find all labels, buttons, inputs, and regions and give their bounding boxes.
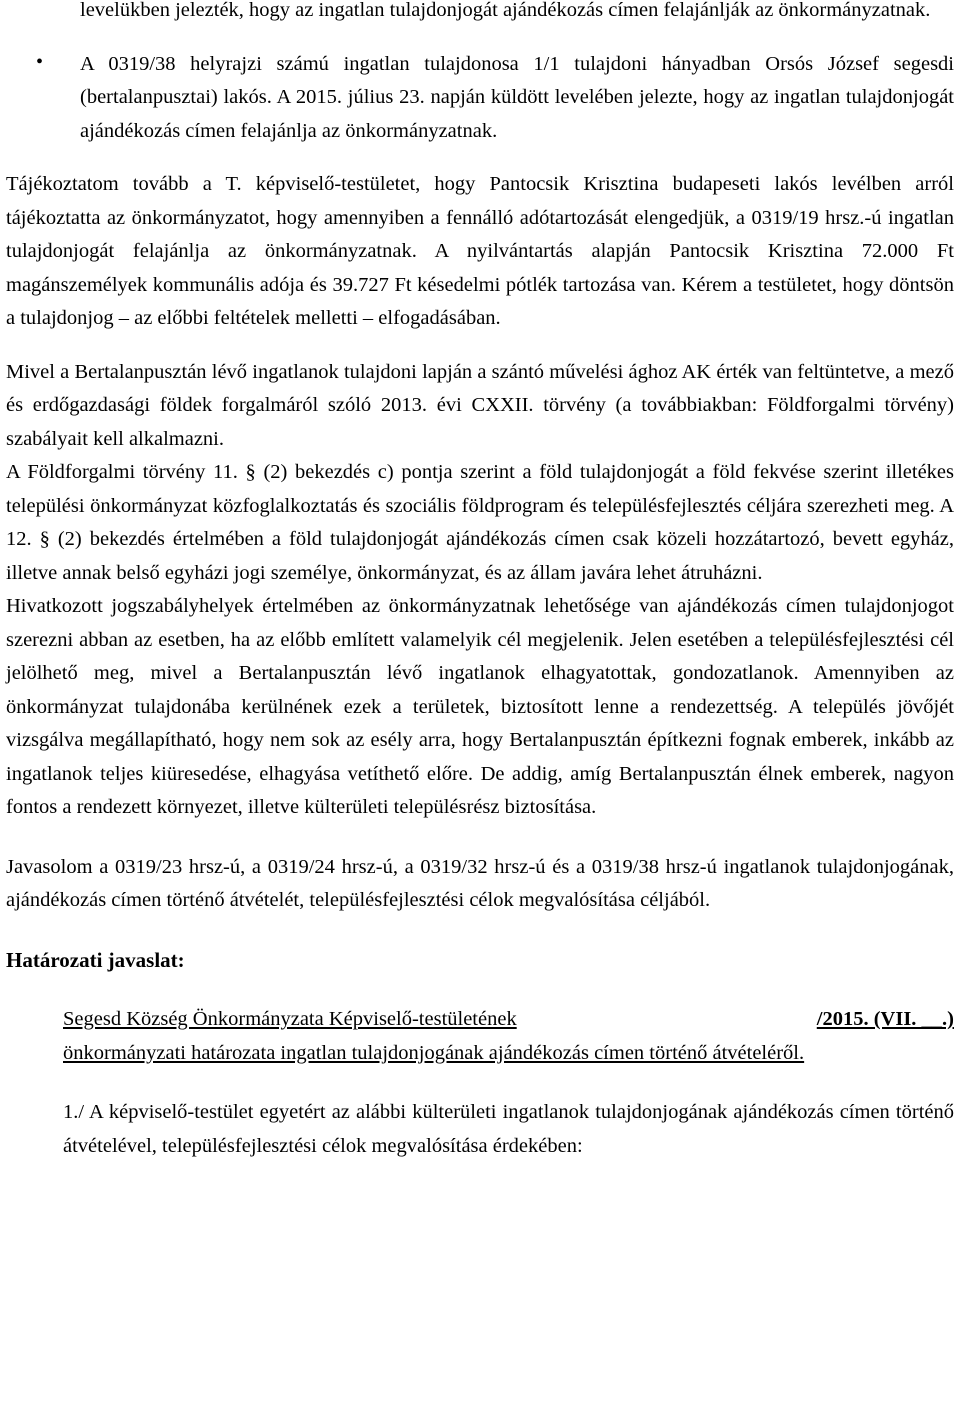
- decision-number: /2015. (VII. __.): [816, 1008, 954, 1030]
- bullet-item-0319-38: [6, 48, 954, 149]
- bullet-icon: •: [36, 50, 44, 73]
- decision-title-rest: önkormányzati határozata ingatlan tulajdonjogának ajándékozás címen történő átvételéről.: [63, 1041, 805, 1064]
- paragraph-orsos-jozsef: A 0319/38 helyrajzi számú ingatlan tulajdonosa 1/1 tulajdoni hányadban Orsós József segesdi (bertalanpusztai) lakós. A 2015. július 23. napján küldött levelében jelezte, hogy az ingatlan tulajdonjogát ajándékozás címen felajánlja az önkormányzatnak.: [80, 52, 954, 142]
- decision-point-1: 1./ A képviselő-testület egyetért az alábbi külterületi ingatlanok tulajdonjogának ajándékozás címen történő átvételével, településfejlesztési célok megvalósítása érdekében:: [63, 1101, 954, 1157]
- heading-hatarozati-javaslat: Határozati javaslat:: [6, 947, 185, 972]
- paragraph-javaslat: Javasolom a 0319/23 hrsz-ú, a 0319/24 hrsz-ú, a 0319/32 hrsz-ú és a 0319/38 hrsz-ú ingatlanok tulajdonjogának, ajándékozás címen történő átvételét, településfejlesztési célok megvalósítása céljából.: [6, 855, 954, 911]
- paragraph-foldforgalmi-intro: Mivel a Bertalanpusztán lévő ingatlanok tulajdoni lapján a szántó művelési ághoz AK érték van feltüntetve, a mező és erdőgazdasági földek forgalmáról szóló 2013. évi CXXII. törvény (a továbbiakban: Földforgalmi törvény) szabályait kell alkalmazni.: [6, 360, 954, 450]
- document-page: [6, 0, 954, 1163]
- paragraph-intro-continued: levelükben jelezték, hogy az ingatlan tulajdonjogát ajándékozás címen felajánlják az önkormányzatnak.: [80, 0, 931, 21]
- decision-title-body: Segesd Község Önkormányzata Képviselő-testületének: [63, 1008, 517, 1030]
- paragraph-foldforgalmi-11: A Földforgalmi törvény 11. § (2) bekezdés c) pontja szerint a föld tulajdonjogát a föld fekvése szerint illetékes települési önkormányzat közfoglalkoztatás és szociális földprogram és településfejlesztés céljára szerezheti meg. A 12. § (2) bekezdés értelmében a föld tulajdonjogát ajándékozás címen csak közeli hozzátartozó, bevett egyház, illetve annak belső egyházi jogi személye, önkormányzat, és az állam javára lehet átruházni.: [6, 461, 954, 584]
- decision-title-line1: [63, 1003, 954, 1037]
- paragraph-pantocsik: Tájékoztatom tovább a T. képviselő-testületet, hogy Pantocsik Krisztina budapeseti lakós levélben arról tájékoztatta az önkormányzatot, hogy amennyiben a fennálló adótartozását elengedjük, a 0319/19 hrsz.-ú ingatlan tulajdonjogát felajánlja az önkormányzatnak. A nyilvántartás alapján Pantocsik Krisztina 72.000 Ft magánszemélyek kommunális adója és 39.727 Ft késedelmi pótlék tartozása van. Kérem a testületet, hogy döntsön a tulajdonjog – az előbbi feltételek melletti – elfogadásában.: [6, 173, 954, 329]
- decision-title: [6, 1003, 954, 1070]
- paragraph-jogszabaly: Hivatkozott jogszabályhelyek értelmében az önkormányzatnak lehetősége van ajándékozás címen tulajdonjogot szerezni abban az esetben, ha az előbb említett valamelyik cél megjelenik. Jelen esetében a településfejlesztési cél jelölhető meg, mivel a Bertalanpusztán lévő ingatlanok elhagyatottak, gondozatlanok. Amennyiben az önkormányzat tulajdonába kerülnének ezek a területek, biztosított lenne a rendezettség. A település jövőjét vizsgálva megállapítható, hogy nem sok az esély arra, hogy Bertalanpusztán építkezni fognak emberek, inkább az ingatlanok teljes kiüresedése, elhagyása vetíthető előre. De addig, amíg Bertalanpusztán élnek emberek, nagyon fontos a rendezett környezet, illetve külterületi településrész biztosítása.: [6, 595, 954, 818]
